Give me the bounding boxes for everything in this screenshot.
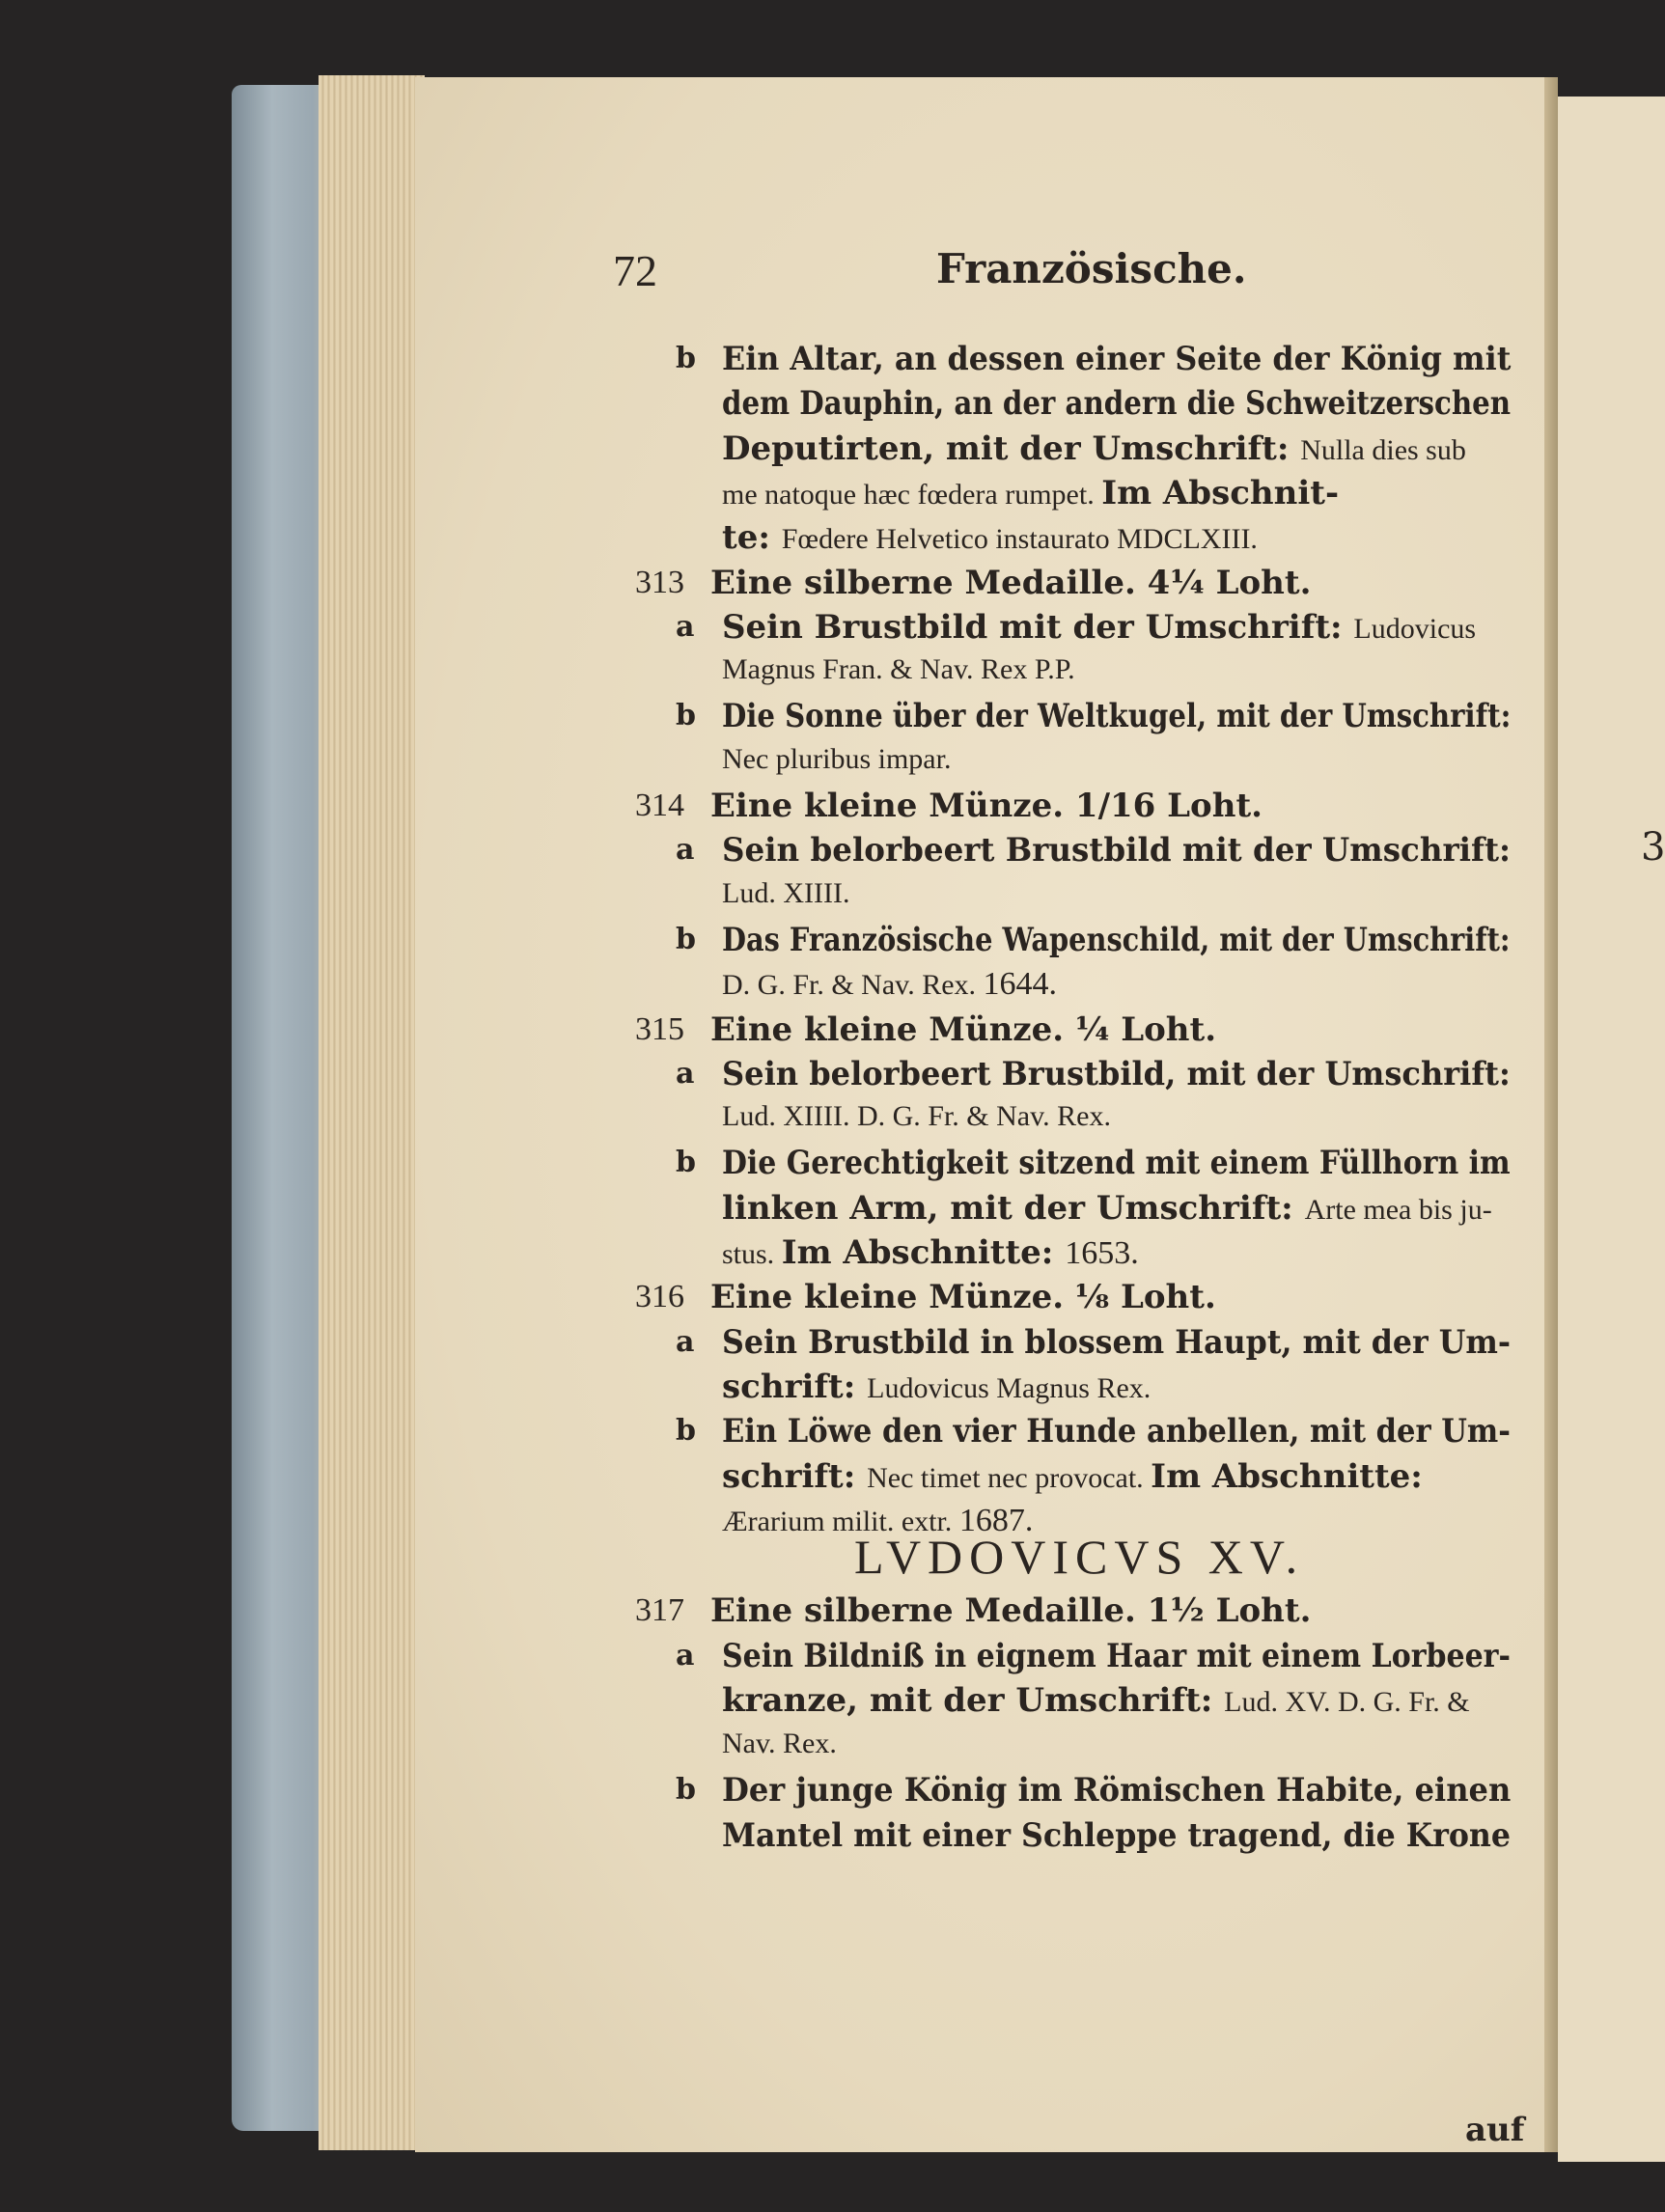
text-segment: Lud. XIIII. D. G. Fr. & Nav. Rex. bbox=[722, 1100, 1111, 1133]
text-line bbox=[722, 1815, 1512, 1855]
text-line bbox=[710, 563, 1312, 602]
text-line bbox=[722, 1681, 1470, 1720]
text-line bbox=[722, 1188, 1492, 1228]
text-segment: Im Abschnitte: bbox=[1151, 1456, 1423, 1496]
text-segment: Eine kleine Münze. ¼ Loht. bbox=[710, 1009, 1217, 1049]
text-segment: Sein Brustbild mit der Umschrift: bbox=[722, 607, 1354, 647]
side-label: b bbox=[676, 1146, 696, 1180]
text-line bbox=[722, 742, 952, 775]
text-line bbox=[710, 1009, 1217, 1049]
text-line bbox=[722, 1367, 1152, 1406]
text-segment: Lud. XV. D. G. Fr. & bbox=[1224, 1686, 1470, 1718]
side-label: b bbox=[676, 1773, 696, 1807]
facing-page bbox=[1558, 97, 1665, 2162]
text-segment: Ærarium milit. extr. bbox=[722, 1505, 959, 1537]
text-line bbox=[722, 1233, 1139, 1272]
side-label: a bbox=[676, 1056, 695, 1091]
text-segment: Mantel mit einer Schleppe tragend, die Krone bbox=[722, 1815, 1512, 1855]
text-segment: Nec timet nec provocat. bbox=[867, 1461, 1152, 1494]
text-segment: D. G. Fr. & Nav. Rex. bbox=[722, 969, 984, 1002]
text-line bbox=[722, 384, 1512, 424]
catchword: auf bbox=[1465, 2111, 1525, 2149]
text-segment: Sein belorbeert Brustbild, mit der Umschrift: bbox=[722, 1054, 1511, 1093]
text-line bbox=[722, 473, 1340, 512]
text-line bbox=[722, 1412, 1511, 1452]
side-label: a bbox=[676, 1324, 695, 1359]
section-heading: LVDOVICVS XV. bbox=[854, 1530, 1305, 1584]
text-segment: 1644. bbox=[983, 966, 1058, 1003]
text-segment: 1653. bbox=[1065, 1235, 1139, 1271]
text-segment: Sein Brustbild in blossem Haupt, mit der Um- bbox=[722, 1322, 1512, 1362]
side-label: b bbox=[676, 699, 696, 733]
text-segment: Die Sonne über der Weltkugel, mit der Umschrift: bbox=[722, 697, 1512, 736]
text-line bbox=[722, 1771, 1512, 1810]
book-gutter bbox=[1544, 77, 1558, 2152]
text-segment: te: bbox=[722, 518, 782, 558]
page-edges bbox=[319, 75, 425, 2150]
side-label: b bbox=[676, 342, 696, 375]
side-label: b bbox=[676, 922, 696, 956]
text-segment: Fœdere Helvetico instaurato MDCLXIII. bbox=[781, 523, 1258, 556]
running-head-title: Französische. bbox=[936, 245, 1247, 292]
text-segment: Die Gerechtigkeit sitzend mit einem Füllhorn im bbox=[722, 1144, 1511, 1183]
text-segment: Im Abschnitte: bbox=[781, 1233, 1066, 1272]
page-number: 72 bbox=[613, 246, 657, 295]
side-label: a bbox=[676, 1638, 695, 1673]
text-line bbox=[710, 787, 1263, 825]
text-line bbox=[710, 1278, 1216, 1317]
entry-number: 316 bbox=[635, 1279, 684, 1315]
entry-number: 314 bbox=[635, 788, 684, 823]
text-line bbox=[722, 1054, 1511, 1093]
entry-number: 317 bbox=[635, 1592, 684, 1628]
text-segment: Lud. XIIII. bbox=[722, 876, 850, 909]
text-segment: Arte mea bis ju- bbox=[1304, 1193, 1492, 1226]
side-label: b bbox=[676, 1414, 696, 1449]
text-segment: me natoque hæc fœdera rumpet. bbox=[722, 478, 1102, 511]
text-segment: Sein belorbeert Brustbild mit der Umschrift: bbox=[722, 831, 1512, 871]
text-line bbox=[722, 655, 1075, 684]
text-line bbox=[722, 876, 850, 909]
text-line bbox=[722, 920, 1511, 959]
text-line bbox=[722, 831, 1512, 871]
text-line bbox=[722, 697, 1512, 736]
text-line bbox=[722, 518, 1258, 558]
side-label: a bbox=[676, 833, 695, 868]
text-segment: Deputirten, mit der Umschrift: bbox=[722, 429, 1301, 468]
text-line bbox=[722, 968, 1057, 1001]
entry-number: 315 bbox=[635, 1010, 684, 1047]
text-line bbox=[722, 1636, 1511, 1675]
text-segment: Der junge König im Römischen Habite, einen bbox=[722, 1771, 1512, 1810]
text-line bbox=[722, 1456, 1423, 1496]
text-segment: dem Dauphin, an der andern die Schweitzerschen bbox=[722, 384, 1512, 424]
entry-number: 313 bbox=[635, 564, 684, 600]
text-line bbox=[722, 1144, 1511, 1183]
text-line bbox=[722, 429, 1466, 468]
text-segment: Eine kleine Münze. 1/16 Loht. bbox=[710, 787, 1263, 825]
text-segment: linken Arm, mit der Umschrift: bbox=[722, 1188, 1305, 1228]
text-segment: Ein Löwe den vier Hunde anbellen, mit der Um- bbox=[722, 1412, 1511, 1452]
text-line bbox=[722, 340, 1512, 378]
text-segment: schrift: bbox=[722, 1456, 868, 1496]
text-line bbox=[722, 1729, 837, 1758]
text-segment: Eine silberne Medaille. 1½ Loht. bbox=[710, 1591, 1312, 1630]
text-segment: Nulla dies sub bbox=[1300, 433, 1466, 466]
side-label: a bbox=[676, 609, 695, 644]
text-segment: Eine kleine Münze. ⅛ Loht. bbox=[710, 1278, 1216, 1317]
text-segment: Ludovicus bbox=[1353, 612, 1477, 645]
text-segment: Nec pluribus impar. bbox=[722, 742, 952, 775]
text-segment: Sein Bildniß in eignem Haar mit einem Lorbeer- bbox=[722, 1636, 1511, 1675]
text-line bbox=[710, 1591, 1312, 1630]
text-segment: Nav. Rex. bbox=[722, 1727, 837, 1759]
text-segment: Magnus Fran. & Nav. Rex P.P. bbox=[722, 653, 1075, 686]
text-segment: Eine silberne Medaille. 4¼ Loht. bbox=[710, 563, 1312, 602]
text-line bbox=[722, 1322, 1512, 1362]
text-segment: Ein Altar, an dessen einer Seite der König mit bbox=[722, 340, 1512, 378]
text-line bbox=[722, 607, 1477, 647]
text-segment: kranze, mit der Umschrift: bbox=[722, 1681, 1225, 1720]
text-segment: Im Abschnit- bbox=[1101, 473, 1340, 512]
text-line bbox=[722, 1102, 1111, 1131]
text-segment: Ludovicus Magnus Rex. bbox=[867, 1371, 1152, 1404]
text-segment: schrift: bbox=[722, 1367, 868, 1406]
text-segment: 1687. bbox=[958, 1502, 1034, 1538]
text-segment: Das Französische Wapenschild, mit der Umschrift: bbox=[722, 920, 1511, 959]
text-segment: stus. bbox=[722, 1238, 782, 1270]
facing-page-mark: 3 bbox=[1641, 825, 1665, 870]
